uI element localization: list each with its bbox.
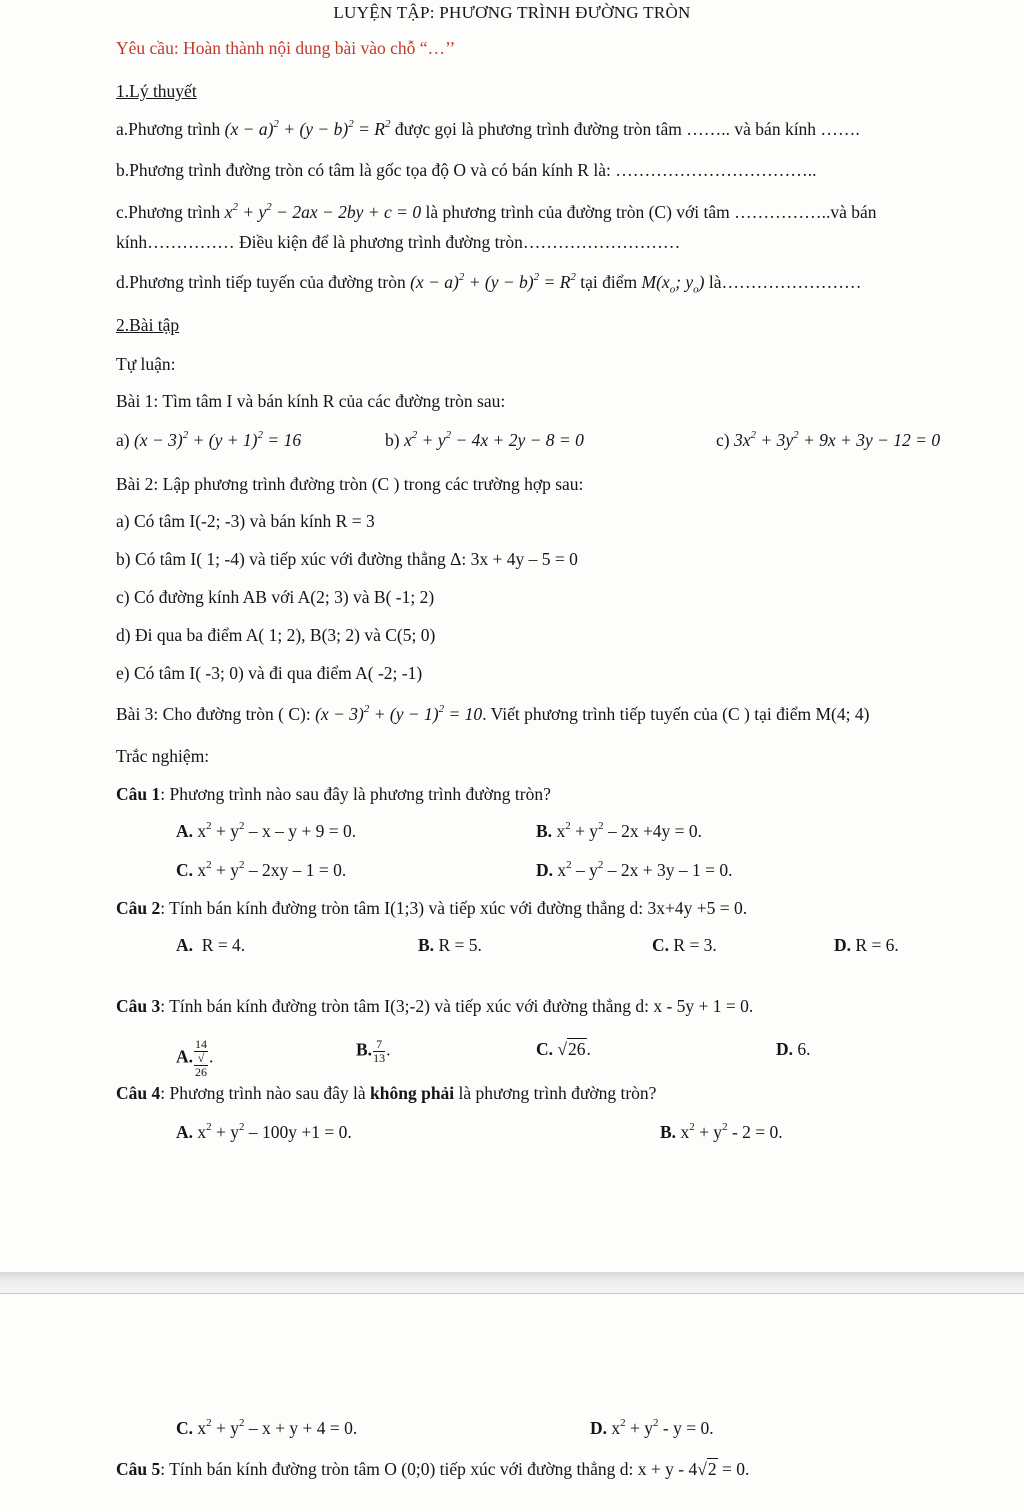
q2-stem: Câu 2: Tính bán kính đường tròn tâm I(1;3) và tiếp xúc với đường thẳng d: 3x+4y +5 = 0. <box>116 898 748 918</box>
theory-d: d.Phương trình tiếp tuyến của đường tròn $(x - a)^2 + (y - b)^2 = R^2$ tại điểm $M(x_o$; $y_o$) là…………………… <box>116 271 862 296</box>
theory-c-cont: kính…………… Điều kiện để là phương trình đường tròn……………………… <box>116 232 681 252</box>
bai1-a: a) $(x - 3)^2 + (y + 1)^2 = 16$ <box>116 429 302 450</box>
q1-option-a: A. $x^2 + y^2 - x - y + 9 = 0$. <box>176 820 357 841</box>
requirement: Yêu cầu: Hoàn thành nội dung bài vào chỗ “…’’ <box>116 38 456 58</box>
q2-option-a: A. R = 4. <box>176 935 246 955</box>
page-break-line <box>0 1293 1024 1294</box>
q4-option-b: B. $x^2 + y^2 - 2 = 0$. <box>660 1121 783 1142</box>
theory-a: a.Phương trình $(x - a)^2 + (y - b)^2 = R^2$ được gọi là phương trình đường tròn tâm …….. và bán kính ……. <box>116 118 860 139</box>
q3-option-d: D. 6. <box>776 1039 811 1059</box>
q1-stem: Câu 1: Phương trình nào sau đây là phương trình đường tròn? <box>116 784 551 804</box>
page-break <box>0 1272 1024 1294</box>
bai2-item: c) Có đường kính AB với A(2; 3) và B( -1; 2) <box>116 587 435 607</box>
bai1: Bài 1: Tìm tâm I và bán kính R của các đường tròn sau: <box>116 391 506 411</box>
page-title: LUYỆN TẬP: PHƯƠNG TRÌNH ĐƯỜNG TRÒN <box>333 3 691 22</box>
q1-option-d: D. $x^2 - y^2 - 2x + 3y - 1 = 0$. <box>536 859 733 880</box>
q2-option-c: C. R = 3. <box>652 935 717 955</box>
quiz-heading: Trắc nghiệm: <box>116 746 210 766</box>
q1-option-c: C. $x^2 + y^2 - 2xy - 1 = 0$. <box>176 859 347 880</box>
bai2-item: a) Có tâm I(-2; -3) và bán kính R = 3 <box>116 511 375 531</box>
q4-option-d: D. $x^2 + y^2 - y = 0$. <box>590 1417 714 1438</box>
q3-stem: Câu 3: Tính bán kính đường tròn tâm I(3;-2) và tiếp xúc với đường thẳng d: x - 5y + 1 = 0. <box>116 996 754 1016</box>
bai2-item: e) Có tâm I( -3; 0) và đi qua điểm A( -2; -1) <box>116 663 423 683</box>
q4-option-a: A. $x^2 + y^2 - 100y +1 = 0$. <box>176 1121 352 1142</box>
q3-option-a: A. 14 √ 26 . <box>176 1037 214 1079</box>
q2-option-d: D. R = 6. <box>834 935 899 955</box>
essay-heading: Tự luận: <box>116 354 176 374</box>
exercises-heading: 2.Bài tập <box>116 315 180 335</box>
q2-option-b: B. R = 5. <box>418 935 482 955</box>
bai3: Bài 3: Cho đường tròn ( C): $(x - 3)^2 + (y - 1)^2 = 10$. Viết phương trình tiếp tuyến của (C ) tại điểm M(4; 4) <box>116 703 870 724</box>
bai2-item: b) Có tâm I( 1; -4) và tiếp xúc với đường thẳng Δ: 3x + 4y – 5 = 0 <box>116 549 578 569</box>
q4-option-c: C. $x^2 + y^2 - x + y + 4 = 0$. <box>176 1417 358 1438</box>
bai1-b: b) $x^2 + y^2 - 4x + 2y - 8 = 0$ <box>385 429 584 450</box>
q1-option-b: B. $x^2 + y^2 - 2x +4y = 0$. <box>536 820 703 841</box>
bai2: Bài 2: Lập phương trình đường tròn (C ) trong các trường hợp sau: <box>116 474 584 494</box>
q3-option-b: B. $\frac{7}{13}$ . <box>356 1037 391 1065</box>
bai1-c: c) $3x^2 + 3y^2 + 9x + 3y - 12 = 0$ <box>716 429 941 450</box>
bai2-item: d) Đi qua ba điểm A( 1; 2), B(3; 2) và C(5; 0) <box>116 625 436 645</box>
theory-c: c.Phương trình $x^2 + y^2 - 2ax - 2by + c = 0$ là phương trình của đường tròn (C) với tâm ……………..và bán <box>116 201 877 222</box>
theory-b: b.Phương trình đường tròn có tâm là gốc tọa độ O và có bán kính R là: …………………………….. <box>116 160 817 180</box>
q3-option-c: C. √26. <box>536 1039 591 1059</box>
q4-stem: Câu 4: Phương trình nào sau đây là không phải là phương trình đường tròn? <box>116 1083 657 1103</box>
q5-stem: Câu 5: Tính bán kính đường tròn tâm O (0;0) tiếp xúc với đường thẳng d: x + y - 4√2 = 0. <box>116 1459 750 1479</box>
theory-heading: 1.Lý thuyết <box>116 81 197 101</box>
